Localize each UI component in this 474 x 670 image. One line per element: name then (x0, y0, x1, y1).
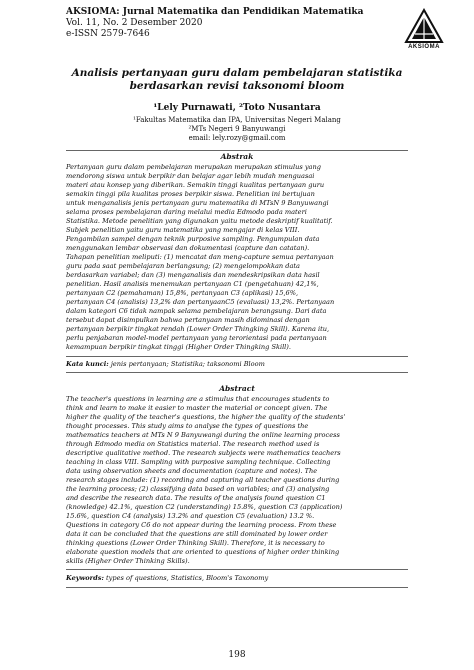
author-email: email: lely.rozy@gmail.com (188, 134, 286, 142)
abstrak-heading: Abstrak (220, 152, 254, 161)
abstract-line: higher the quality of the teacher's questions, the higher the quality of the students' (66, 413, 346, 421)
abstrak-body (66, 163, 408, 352)
abstrak-line: perlu penjabaran model-model pertanyaan yang terorientasi pada pertanyaan (66, 334, 327, 342)
affiliations (60, 116, 414, 143)
abstract-body (66, 395, 408, 566)
abstrak-line: pertanyaan C2 (pemahaman) 15,8%, pertanyaan C3 (aplikasi) 15,6%, (66, 289, 299, 297)
abstrak-line: materi atau konsep yang diberikan. Semakin tinggi kualitas pertanyaan guru (66, 181, 325, 189)
keywords-values: types of questions, Statistics, Bloom's Taxonomy (103, 574, 269, 582)
author-list: ¹Lely Purnawati, ²Toto Nusantara (153, 103, 321, 113)
abstract-line: (knowledge) 42.1%, question C2 (understanding) 15.8%, question C3 (application) (66, 503, 343, 511)
divider (66, 356, 408, 357)
abstrak-line: selama proses pembelajaran daring melalui media Edmodo pada materi (66, 208, 307, 216)
paper-title (60, 67, 414, 93)
abstract-line: thinking questions (Lower Order Thinking Skill). Therefore, it is necessary to (66, 539, 325, 547)
abstract-line: think and learn to make it easier to master the material or concept given. The (66, 404, 328, 412)
journal-name: AKSIOMA: Jurnal Matematika dan Pendidikan Matematika (66, 7, 364, 17)
divider (66, 150, 408, 151)
aksioma-logo-icon (404, 8, 444, 48)
abstract-line: teaching in class VIII. Sampling with purposive sampling technique. Collecting (66, 458, 331, 466)
journal-volume: Vol. 11, No. 2 Desember 2020 (66, 18, 203, 28)
abstrak-line: semakin tinggi pila kualitas proses berpikir siswa. Penelitian ini bertujuan (66, 190, 315, 198)
abstract-line: The teacher's questions in learning are a stimulus that encourages students to (66, 395, 330, 403)
abstrak-line: Pertanyaan guru dalam pembelajaran merupakan merupakan stimulus yang (66, 163, 321, 171)
abstract-line: research stages include: (1) recording and capturing all teacher questions during (66, 476, 340, 484)
abstrak-line: Pengambilan sampel dengan teknik purposive sampling. Pengumpulan data (66, 235, 320, 243)
kata-kunci (66, 360, 408, 368)
abstrak-line: menggunakan lembar observasi dan dokumentasi (capture dan catatan). (66, 244, 310, 252)
abstrak-line: pertanyaan berpikir tingkat rendah (Lower Order Thingking Skill). Karena itu, (66, 325, 330, 333)
abstract-line: thought processes. This study aims to analyse the types of questions the (66, 422, 309, 430)
keywords-label: Keywords: (66, 574, 104, 582)
page-number: 198 (228, 650, 246, 660)
abstract-line: elaborate question models that are oriented to questions of higher order thinking (66, 548, 340, 556)
divider (66, 372, 408, 373)
abstrak-line: dalam kategori C6 tidak nampak selama pembelajaran berangsung. Dari data (66, 307, 327, 315)
abstrak-line: Statistika. Metode penelitian yang digunakan yaitu metode deskriptif kualitatif. (66, 217, 333, 225)
divider (66, 587, 408, 588)
abstrak-line: mendorong siswa untuk berpikir dan belajar agar lebih mudah menguasai (66, 172, 315, 180)
journal-issn: e-ISSN 2579-7646 (66, 29, 150, 39)
abstrak-line: guru pada saat pembelajaran berlangsung; (2) mengelompokkan data (66, 262, 300, 270)
abstract-line: mathematics teachers at MTs N 9 Banyuwangi during the online learning process (66, 431, 340, 439)
abstract-line: descriptive qualitative method. The research subjects were mathematics teachers (66, 449, 341, 457)
abstrak-line: tersebut dapat disimpulkan bahwa pertanyaan masih didominasi dengan (66, 316, 310, 324)
abstrak-line: pertanyaan C4 (analisis) 13,2% dan pertanyaanC5 (evaluasi) 13,2%. Pertanyaan (66, 298, 335, 306)
abstrak-line: kemampuan berpikir tingkat tinggi (Higher Order Thingking Skill). (66, 343, 291, 351)
abstract-heading: Abstract (219, 384, 255, 393)
abstract-line: skills (Higher Order Thinking Skills). (66, 557, 190, 565)
title-line: berdasarkan revisi taksonomi bloom (129, 80, 345, 92)
abstract-line: the learning process; (2) classifying data based on variables; and (3) analysing (66, 485, 330, 493)
abstract-line: data it can be concluded that the questions are still dominated by lower order (66, 530, 328, 538)
logo-wordmark: AKSIOMA (408, 44, 440, 50)
abstrak-line: berdasarkan variabel; dan (3) menganalisis dan mendeskripsikan data hasil (66, 271, 320, 279)
affiliation: ¹Fakultas Matematika dan IPA, Universitas Negeri Malang (133, 116, 341, 124)
abstract-line: and describe the research data. The results of the analysis found question C1 (66, 494, 326, 502)
abstrak-line: penelitian. Hasil analisis menemukan pertanyaan C1 (pengetahuan) 42,1%, (66, 280, 319, 288)
journal-header (66, 7, 363, 40)
abstract-line: Questions in category C6 do not appear during the learning process. From these (66, 521, 337, 529)
affiliation: ²MTs Negeri 9 Banyuwangi (188, 125, 286, 133)
kata-kunci-values: jenis pertanyaan; Statistika; taksonomi Bloom (108, 360, 265, 368)
abstract-line: through Edmodo media on Statistics material. The research method used is (66, 440, 320, 448)
abstrak-line: Tahapan penelitian meliputi: (1) mencatat dan meng-capture semua pertanyaan (66, 253, 334, 261)
kata-kunci-label: Kata kunci: (66, 360, 109, 368)
divider (66, 569, 408, 570)
abstrak-line: Subjek penelitian yaitu guru matematika yang mengajar di kelas VIII. (66, 226, 300, 234)
title-line: Analisis pertanyaan guru dalam pembelajaran statistika (71, 67, 403, 79)
abstract-line: 15.6%, question C4 (analysis) 13.2% and question C5 (evaluation) 13.2 %. (66, 512, 315, 520)
abstract-line: data using observation sheets and documentation (capture and notes). The (66, 467, 318, 475)
abstrak-line: untuk menganalisis jenis pertanyaan guru matematika di MTsN 9 Banyuwangi (66, 199, 329, 207)
keywords (66, 574, 408, 582)
